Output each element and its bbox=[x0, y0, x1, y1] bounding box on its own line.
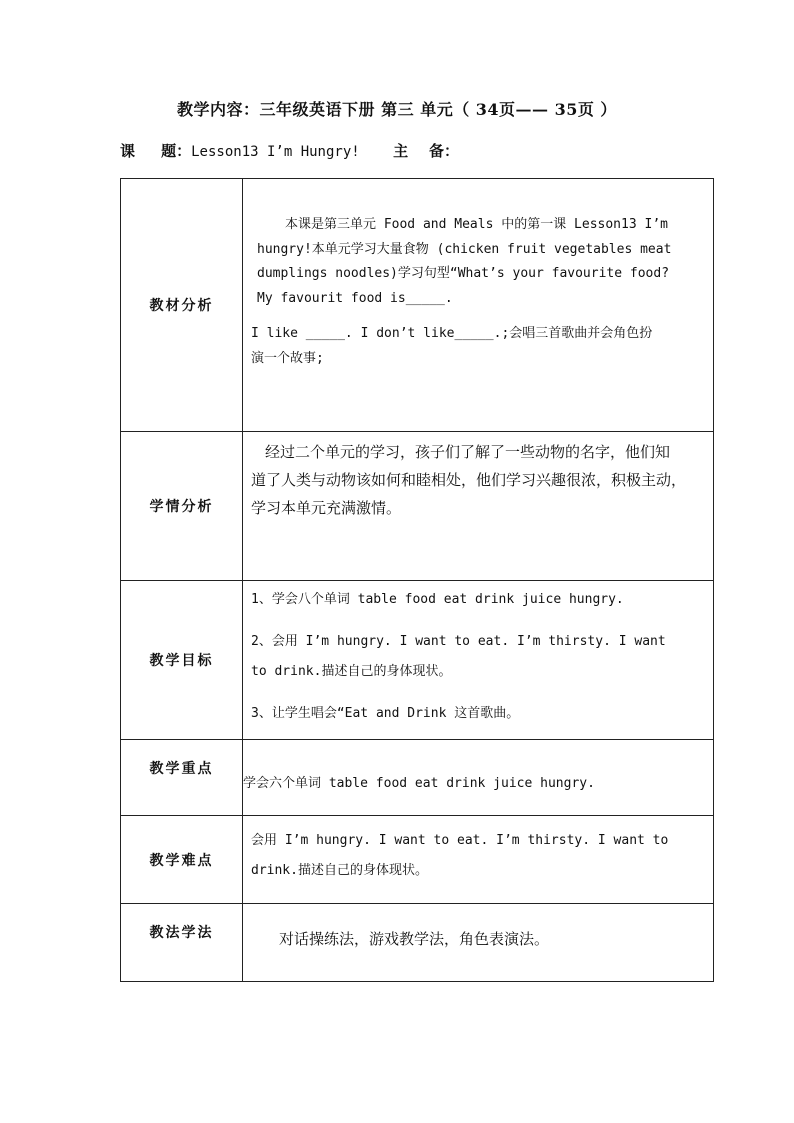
preparer-label: 主 备： bbox=[393, 142, 459, 160]
table-row bbox=[121, 816, 714, 904]
content-line: 经过二个单元的学习，孩子们了解了一些动物的名字，他们知 bbox=[265, 443, 671, 461]
page-title: 教学内容：三年级英语下册 第三 单元（ 34页—— 35页 ） bbox=[177, 100, 617, 119]
content-line: I like _____. I don’t like_____.;会唱三首歌曲并会角色扮 bbox=[251, 326, 653, 341]
content-line: drink.描述自己的身体现状。 bbox=[251, 863, 428, 878]
content-line: 对话操练法，游戏教学法，角色表演法。 bbox=[279, 930, 550, 948]
table-row bbox=[121, 740, 714, 816]
content-line: 2、会用 I’m hungry. I want to eat. I’m thirsty. I want bbox=[251, 634, 666, 649]
row-content bbox=[243, 740, 714, 816]
content-line: 学习本单元充满激情。 bbox=[251, 499, 402, 517]
content-line: hungry!本单元学习大量食物 (chicken fruit vegetables meat bbox=[257, 241, 672, 257]
row-content bbox=[243, 816, 714, 904]
row-content bbox=[243, 179, 714, 432]
row-label: 教材分析 bbox=[121, 179, 243, 432]
content-line: 演一个故事; bbox=[251, 350, 324, 366]
table-row bbox=[121, 179, 714, 432]
row-content bbox=[243, 904, 714, 982]
lesson-plan-table bbox=[120, 178, 714, 982]
content-line: 3、让学生唱会“Eat and Drink 这首歌曲。 bbox=[251, 706, 520, 721]
row-label: 教法学法 bbox=[121, 904, 243, 982]
row-label: 教学重点 bbox=[121, 740, 243, 816]
row-label: 教学难点 bbox=[121, 816, 243, 904]
subject-line bbox=[120, 140, 459, 161]
table-row bbox=[121, 904, 714, 982]
content-line: to drink.描述自己的身体现状。 bbox=[251, 664, 452, 679]
table-row bbox=[121, 432, 714, 581]
subject-label: 课 题： bbox=[120, 142, 192, 160]
row-label: 学情分析 bbox=[121, 432, 243, 581]
content-line: 1、学会八个单词 table food eat drink juice hungry. bbox=[251, 592, 624, 607]
row-content bbox=[243, 581, 714, 740]
row-content bbox=[243, 432, 714, 581]
content-line: 本课是第三单元 Food and Meals 中的第一课 Lesson13 I’m bbox=[285, 217, 668, 232]
content-line: 学会六个单词 table food eat drink juice hungry. bbox=[243, 775, 595, 791]
content-line: dumplings noodles)学习句型“What’s your favourite food? bbox=[257, 266, 670, 281]
content-line: 道了人类与动物该如何和睦相处，他们学习兴趣很浓，积极主动， bbox=[251, 471, 687, 489]
subject-value: Lesson13 I’m Hungry! bbox=[191, 144, 360, 160]
content-line: 会用 I’m hungry. I want to eat. I’m thirsty. I want to bbox=[251, 833, 669, 848]
content-line: My favourit food is_____. bbox=[257, 290, 453, 306]
row-label: 教学目标 bbox=[121, 581, 243, 740]
table-row bbox=[121, 581, 714, 740]
